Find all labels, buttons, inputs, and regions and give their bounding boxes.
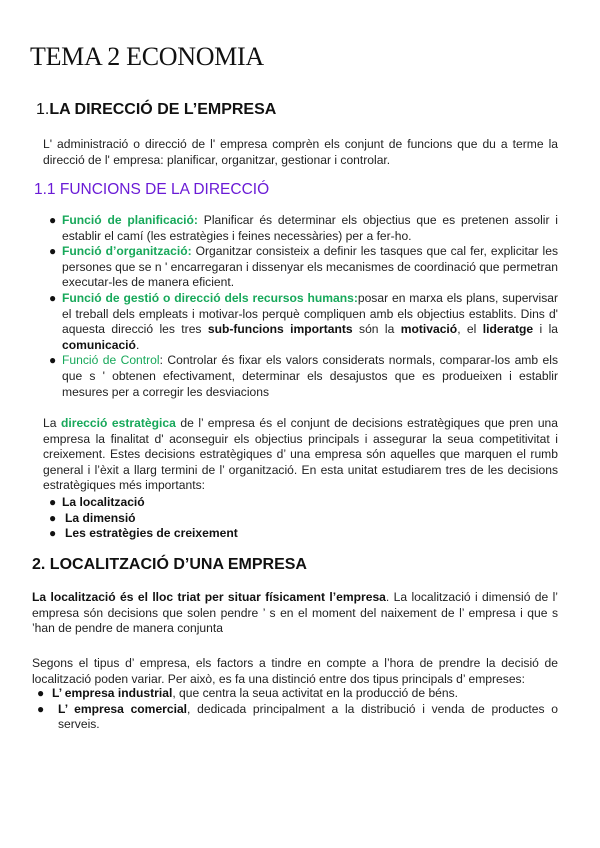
function-text: , el xyxy=(457,322,483,337)
company-type-term: L’ empresa comercial xyxy=(58,701,188,716)
decisions-list xyxy=(49,495,502,542)
definition-bold: La localització és el lloc triat per situar físicament l’empresa xyxy=(32,590,386,604)
bullet-icon: ● xyxy=(49,244,57,259)
section-1-1-title: FUNCIONS DE LA DIRECCIÓ xyxy=(55,181,270,198)
paragraph-text: de l’ empresa és el conjunt de decisions estratègiques que pren una empresa la finalitat d' aconseguir els objectius principals i assegurar la seua competitivitat i creixement. Estes decisions estratègiques d’ una empresa són aquelles que marquen el rumb general i l’èxit a llarg termini de l’ organització. En esta unitat estudiarem tres de les decisions estratègiques més importants: xyxy=(43,416,558,493)
bold-term: sub-funcions importants xyxy=(207,322,353,337)
bullet-icon: ● xyxy=(49,495,57,509)
bullet-icon: ● xyxy=(37,686,45,700)
bold-term: motivació xyxy=(400,322,458,337)
paragraph-text: La xyxy=(43,416,61,430)
strategic-term: direcció estratègica xyxy=(61,416,176,430)
company-type-commercial xyxy=(37,701,558,733)
function-item-hr xyxy=(49,290,559,353)
bold-term: comunicació xyxy=(62,337,136,352)
function-term: Funció de planificació: xyxy=(62,213,198,227)
function-item-control xyxy=(49,353,558,400)
company-types-list xyxy=(37,686,558,733)
section-1-title: LA DIRECCIÓ DE L’EMPRESA xyxy=(49,101,277,118)
function-text: posar en marxa els plans, supervisar el treball dels empleats i motivar-los perquè compliquen amb els objectius establits. Dins d' aquesta direcció les tres xyxy=(62,290,558,337)
function-text: . xyxy=(135,337,140,352)
function-text: Organitzar consisteix a definir les tasques que cal fer, explicitar les persones que se n ' encarregaran i dissenyar els mecanismes de coordinació que permetran executar-les de manera eficient. xyxy=(62,244,559,290)
paragraph-text: . La localització i dimensió de l’ empresa són decisions que solen pendre ’ s en el moment del naixement de l’ empresa i que s ’han de pendre de manera conjunta xyxy=(32,590,558,636)
section-1-1-number: 1.1 xyxy=(34,181,56,198)
company-type-text: , dedicada principalment a la distribució i venda de productes o serveis. xyxy=(58,701,558,732)
bullet-icon: ● xyxy=(49,290,57,305)
function-term: Funció de Control xyxy=(62,353,160,368)
function-text: i la xyxy=(533,322,559,337)
section-1-number: 1. xyxy=(36,101,50,118)
decision-item xyxy=(49,510,502,527)
section-1-intro: L' administració o direcció de l' empresa comprèn els conjunt de funcions que du a terme la direcció de l' empresa: planificar, organitzar, gestionar i controlar. xyxy=(43,137,558,167)
localization-definition xyxy=(32,590,558,637)
section-2-heading: 2. LOCALITZACIÓ D’UNA EMPRESA xyxy=(32,556,307,573)
bullet-icon: ● xyxy=(49,526,57,541)
function-text: són la xyxy=(352,322,401,337)
company-type-text: , que centra la seua activitat en la producció de béns. xyxy=(172,686,459,700)
bullet-icon: ● xyxy=(49,510,57,525)
bold-term: lideratge xyxy=(482,322,534,337)
function-term: Funció d’organització: xyxy=(62,244,192,259)
decision-item xyxy=(49,526,502,542)
decision-label: Les estratègies de creixement xyxy=(65,526,238,541)
decision-item xyxy=(49,495,502,511)
bullet-icon: ● xyxy=(37,701,45,716)
company-types-intro: Segons el tipus d’ empresa, els factors a tindre en compte a l’hora de prendre la decisió de localització poden variar. Per això, es fa una distinció entre dos tipus principals d’ empreses: xyxy=(32,656,558,686)
functions-list xyxy=(49,213,559,400)
section-1-heading xyxy=(36,101,276,119)
function-text: : Controlar és fixar els valors considerats normals, comparar-los amb els que s ' obtenen efectivament, determinar els desajustos que es produeixen i establir mesures per a corregir les desviacions xyxy=(62,353,558,399)
company-type-term: L’ empresa industrial xyxy=(52,686,173,700)
section-1-1-heading xyxy=(34,181,269,199)
function-text: Planificar és determinar els objectius que es pretenen assolir i establir el camí (les estratègies i feines necessàries) per a fer-ho. xyxy=(62,213,558,243)
strategic-direction-paragraph xyxy=(43,416,558,494)
company-type-industrial xyxy=(37,686,558,702)
function-term: Funció de gestió o direcció dels recursos humans: xyxy=(62,290,358,305)
decision-label: La dimensió xyxy=(65,510,136,525)
decision-label: La localització xyxy=(62,495,145,509)
bullet-icon: ● xyxy=(49,353,57,368)
bullet-icon: ● xyxy=(49,213,57,227)
function-item-organization xyxy=(49,244,559,291)
function-item-planning xyxy=(49,213,558,244)
document-title: TEMA 2 ECONOMIA xyxy=(30,42,264,71)
